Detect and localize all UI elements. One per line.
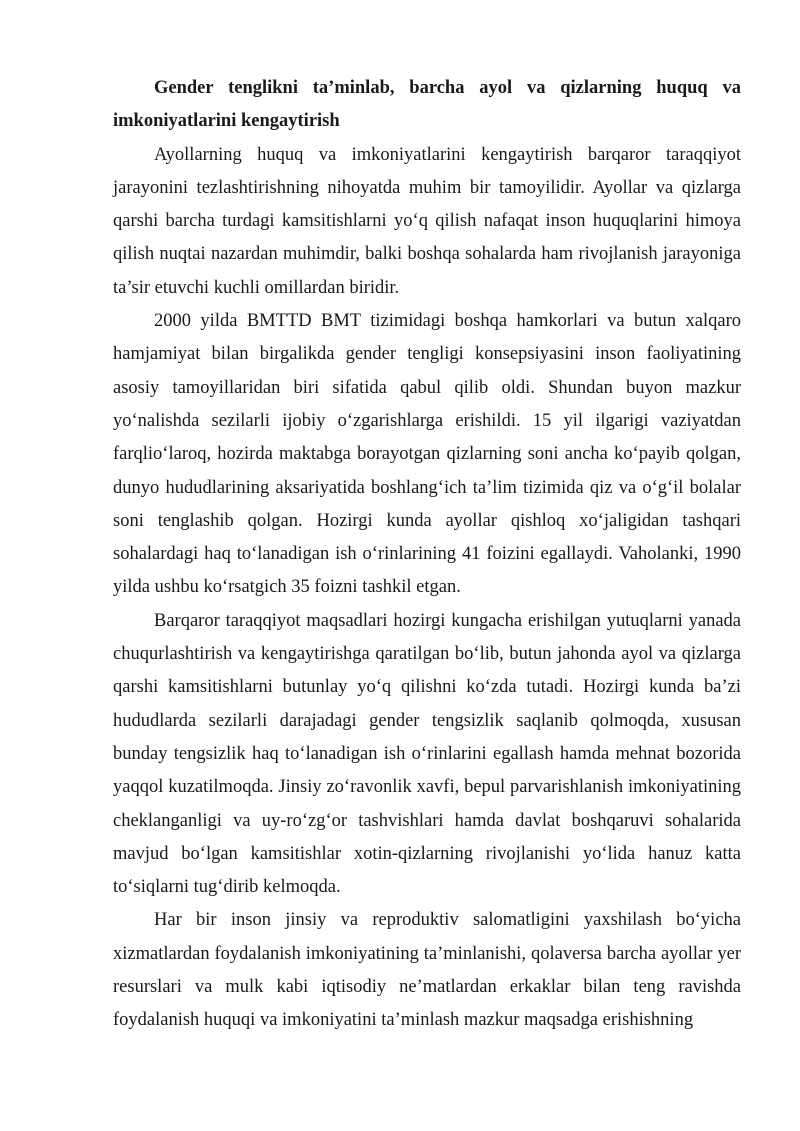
paragraph-2: 2000 yilda BMTTD BMT tizimidagi boshqa hamkorlari va butun xalqaro hamjamiyat bilan birgalikda gender tengligi konsepsiyasini inson faoliyatining asosiy tamoyillaridan biri sifatida qabul qilib oldi. Shundan buyon mazkur yo‘nalishda sezilarli ijobiy o‘zgarishlarga erishildi. 15 yil ilgarigi vaziyatdan farqlio‘laroq, hozirda maktabga borayotgan qizlarning soni ancha ko‘payib qolgan, dunyo hududlarining aksariyatida boshlang‘ich ta’lim tizimida qiz va o‘g‘il bolalar soni tenglashib qolgan. Hozirgi kunda ayollar qishloq xo‘jaligidan tashqari sohalardagi haq to‘lanadigan ish o‘rinlarining 41 foizini egallaydi. Vaholanki, 1990 yilda ushbu ko‘rsatgich 35 foizni tashkil etgan. bbox=[113, 311, 741, 598]
paragraph-3: Barqaror taraqqiyot maqsadlari hozirgi kungacha erishilgan yutuqlarni yanada chuqurlashtirish va kengaytirishga qaratilgan bo‘lib, butun jahonda ayol va qizlarga qarshi kamsitishlarni butunlay yo‘q qilishni ko‘zda tutadi. Hozirgi kunda ba’zi hududlarda sezilarli darajadagi gender tengsizlik saqlanib qolmoqda, xususan bunday tengsizlik haq to‘lanadigan ish o‘rinlarini egallash hamda mehnat bozorida yaqqol kuzatilmoqda. Jinsiy zo‘ravonlik xavfi, bepul parvarishlanish imkoniyatining cheklanganligi va uy-ro‘zg‘or tashvishlari hamda davlat boshqaruvi sohalarida mavjud bo‘lgan kamsitishlar xotin-qizlarning rivojlanishi yo‘lida hanuz katta to‘siqlarni tug‘dirib kelmoqda. bbox=[113, 610, 741, 898]
paragraph-4: Har bir inson jinsiy va reproduktiv salomatligini yaxshilash bo‘yicha xizmatlardan foydalanish imkoniyatining ta’minlanishi, qolaversa barcha ayollar yer resurslari va mulk kabi iqtisodiy ne’matlardan erkaklar bilan teng ravishda foydalanish huquqi va imkoniyatini ta’minlash mazkur maqsadga erishishning bbox=[113, 910, 741, 1031]
paragraph-1: Ayollarning huquq va imkoniyatlarini kengaytirish barqaror taraqqiyot jarayonini tezlashtirishning nihoyatda muhim bir tamoyilidir. Ayollar va qizlarga qarshi barcha turdagi kamsitishlarni yo‘q qilish nafaqat inson huquqlarini himoya qilish nuqtai nazardan muhimdir, balki boshqa sohalarda ham rivojlanish jarayoniga ta’sir etuvchi kuchli omillardan biridir. bbox=[113, 144, 741, 298]
document-page bbox=[113, 72, 741, 1038]
section-heading: Gender tenglikni ta’minlab, barcha ayol va qizlarning huquq va imkoniyatlarini kengaytirish bbox=[113, 78, 741, 132]
